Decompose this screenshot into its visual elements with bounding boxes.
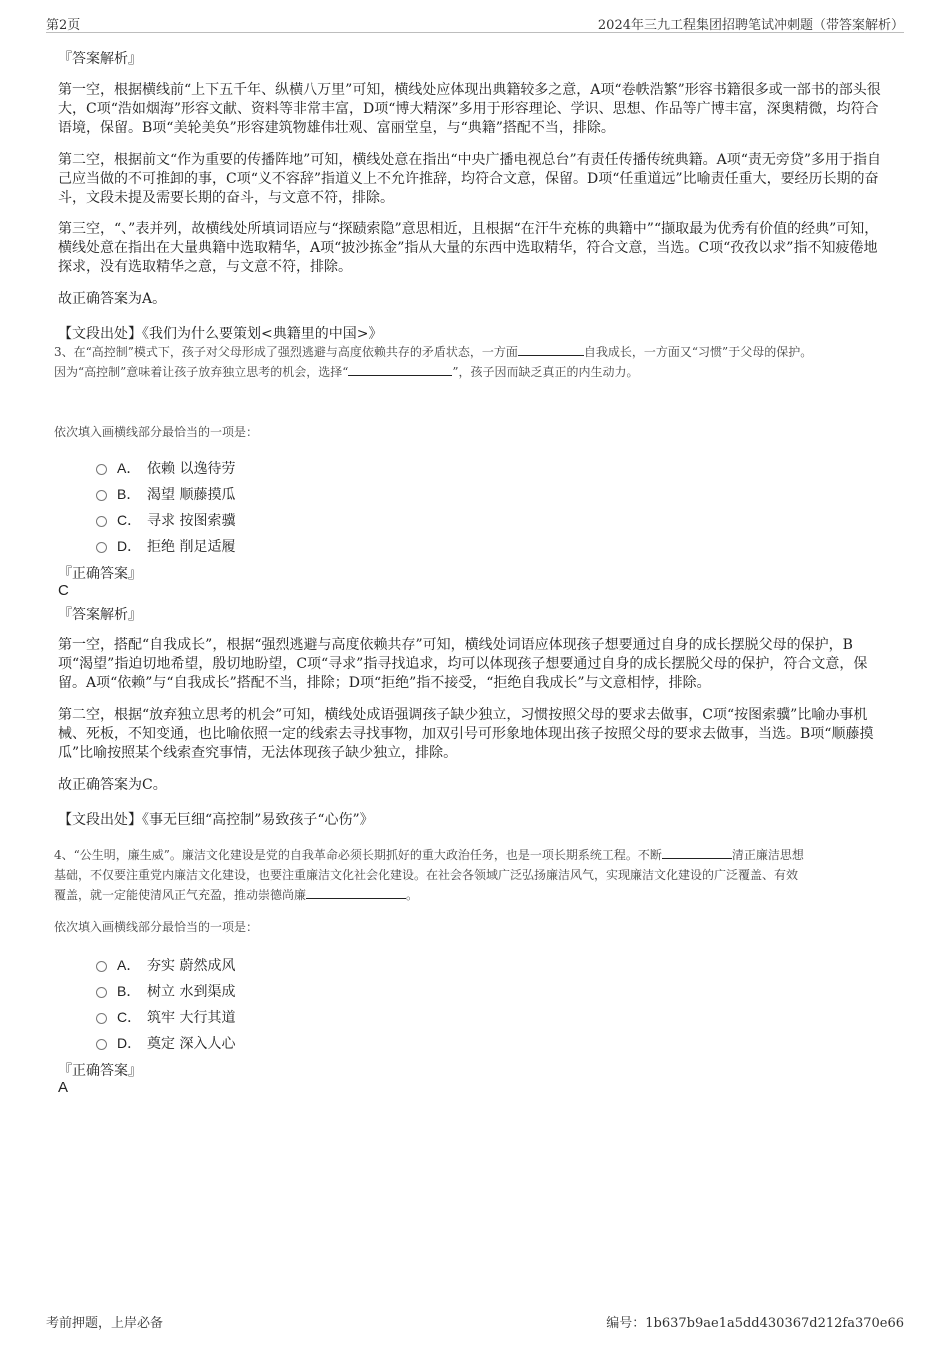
q4-prompt: 依次填入画横线部分最恰当的一项是： [54,920,259,934]
radio-icon[interactable] [96,987,107,998]
q3-analysis-p1: 第一空，搭配“自我成长”，根据“强烈逃避与高度依赖共存”可知，横线处词语应体现孩子想要通过自身的成长摆脱父母的保护，B项“渴望”指迫切地希望，殷切地盼望，C项“寻求”指寻找追求，均可以体现孩子想要通过自身的成长摆脱父母的保护，符合文意，保留。A项“依赖”与“自我成长”搭配不当，排除；D项“拒绝”指不接受，“拒绝自我成长”与文意相悖，排除。 [58,637,868,691]
q2-analysis-label: 『答案解析』 [58,51,142,67]
q2-analysis-p1: 第一空，根据横线前“上下五千年、纵横八万里”可知，横线处应体现出典籍较多之意，A项“卷帙浩繁”形容书籍很多或一部书的部头很大，C项“浩如烟海”形容文献、资料等非常丰富，D项“博大精深”多用于形容理论、学识、思想、作品等广博丰富，深奥精微，均符合语境，保留。B项“美轮美奂”形容建筑物雄伟壮观、富丽堂皇，与“典籍”搭配不当，排除。 [58,82,881,136]
q3-correct-answer: C [58,582,69,599]
blank-2 [348,363,452,376]
radio-icon[interactable] [96,490,107,501]
q4-stem: 4、“公生明，廉生威”。廉洁文化建设是党的自我革命必须长期抓好的重大政治任务，也是一项长期系统工程。不断 清正廉洁思想 基础，不仅要注重党内廉洁文化建设，也要注重廉洁文化社会化建设。在社会各领域广泛弘扬廉洁风气，实现廉洁文化建设的广泛覆盖、有效 覆盖，就一定能使清风正气充盈，推动崇德尚廉 。 [54,848,804,902]
blank-2 [306,886,406,899]
q3-analysis-p2: 第二空，根据“放弃独立思考的机会”可知，横线处成语强调孩子缺少独立，习惯按照父母的要求去做事，C项“按图索骥”比喻办事机械、死板，不知变通，也比喻依照一定的线索去寻找事物，加双引号可形象地体现出孩子按照父母的要求去做事，当选。B项“顺藤摸瓜”比喻按照某个线索查究事情，无法体现孩子缺少独立，排除。 [58,707,874,761]
q2-conclusion: 故正确答案为A。 [58,291,167,307]
radio-icon[interactable] [96,1039,107,1050]
q3-option-a[interactable]: A． 依赖 以逸待劳 [96,458,235,478]
q2-analysis-p3: 第三空，“、”表并列，故横线处所填词语应与“探赜索隐”意思相近，且根据“在汗牛充栋的典籍中”“撷取最为优秀有价值的经典”可知，横线处意在指出在大量典籍中选取精华，A项“披沙拣金”指从大量的东西中选取精华，符合文意，当选。C项“孜孜以求”指不知疲倦地探求，没有选取精华之意，与文意不符，排除。 [58,221,879,275]
radio-icon[interactable] [96,516,107,527]
q3-stem: 3、在“高控制”模式下，孩子对父母形成了强烈逃避与高度依赖共存的矛盾状态，一方面 自我成长，一方面又“习惯”于父母的保护。 因为“高控制”意味着让孩子放弃独立思考的机会，选择“ ”，孩子因而缺乏真正的内生动力。 [54,345,813,379]
q3-conclusion: 故正确答案为C。 [58,777,167,793]
blank-1 [518,343,584,356]
document-title: 2024年三九工程集团招聘笔试冲刺题（带答案解析） [597,18,904,33]
radio-icon[interactable] [96,961,107,972]
q3-prompt: 依次填入画横线部分最恰当的一项是： [54,425,259,439]
q2-source: 【文段出处】《我们为什么要策划<典籍里的中国>》 [58,326,383,342]
q4-option-d[interactable]: D． 奠定 深入人心 [96,1033,235,1053]
page-header [46,14,904,33]
q4-option-a[interactable]: A． 夯实 蔚然成风 [96,955,235,975]
q3-analysis-label: 『答案解析』 [58,607,142,623]
radio-icon[interactable] [96,542,107,553]
q4-option-c[interactable]: C． 筑牢 大行其道 [96,1007,235,1027]
document-id: 编号：1b637b9ae1a5dd430367d212fa370e66 [606,1316,904,1331]
footer-slogan: 考前押题，上岸必备 [46,1316,164,1331]
radio-icon[interactable] [96,1013,107,1024]
q3-correct-label: 『正确答案』 [58,566,142,582]
q3-option-c[interactable]: C． 寻求 按图索骥 [96,510,235,530]
q3-option-b[interactable]: B． 渴望 顺藤摸瓜 [96,484,235,504]
page-number: 第2页 [46,18,81,33]
q3-source: 【文段出处】《事无巨细“高控制”易致孩子“心伤”》 [58,812,374,828]
q2-analysis-p2: 第二空，根据前文“作为重要的传播阵地”可知，横线处意在指出“中央广播电视总台”有责任传播传统典籍。A项“责无旁贷”多用于指自己应当做的不可推卸的事，C项“义不容辞”指道义上不允许推辞，均符合文意，保留。D项“任重道远”比喻责任重大，要经历长期的奋斗，文段未提及需要长期的奋斗，与文意不符，排除。 [58,152,882,206]
q4-correct-answer: A [58,1079,69,1096]
q4-option-b[interactable]: B． 树立 水到渠成 [96,981,235,1001]
blank-1 [662,846,732,859]
radio-icon[interactable] [96,464,107,475]
q3-option-d[interactable]: D． 拒绝 削足适履 [96,536,235,556]
q4-correct-label: 『正确答案』 [58,1063,142,1079]
